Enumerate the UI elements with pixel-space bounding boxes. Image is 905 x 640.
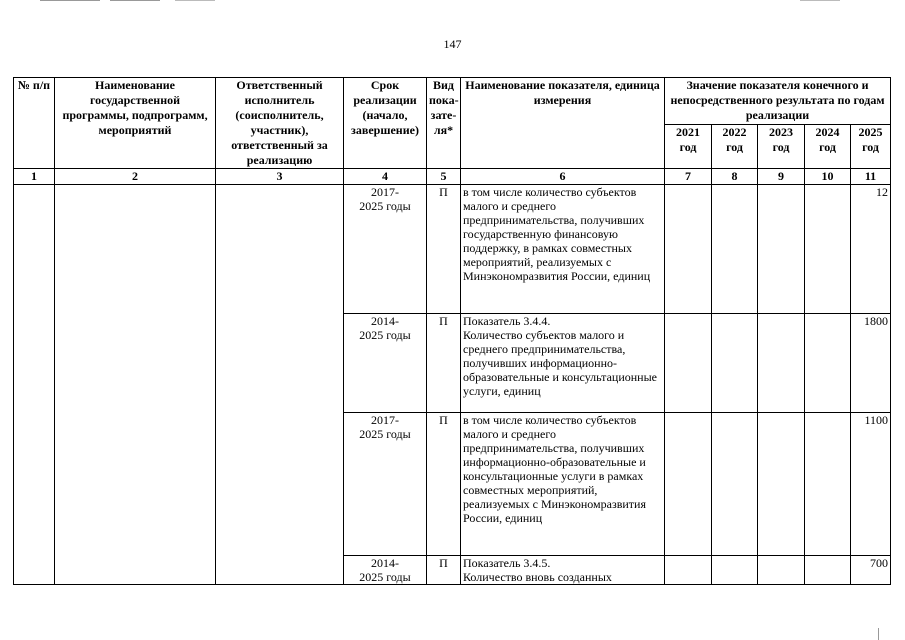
cell-value-2025: 1100 bbox=[851, 413, 891, 556]
cell-value-2025: 1800 bbox=[851, 314, 891, 413]
cell-value-2025: 12 bbox=[851, 185, 891, 314]
column-number: 9 bbox=[758, 169, 805, 185]
scan-edge-mark bbox=[175, 0, 215, 1]
cell-period: 2014- 2025 годы bbox=[344, 556, 427, 585]
header-num: № п/п bbox=[14, 78, 55, 169]
cell-indicator-name: Показатель 3.4.5. Количество вновь созданных bbox=[461, 556, 665, 585]
cell-value-2023 bbox=[758, 314, 805, 413]
cell-value-2021 bbox=[665, 413, 712, 556]
header-responsible: Ответственный исполнитель (соисполнитель, участник), ответственный за реализацию bbox=[216, 78, 344, 169]
column-number: 1 bbox=[14, 169, 55, 185]
scan-edge-mark bbox=[800, 0, 840, 1]
column-number: 2 bbox=[55, 169, 216, 185]
cell-indicator-type: П bbox=[427, 413, 461, 556]
cell-indicator-name: в том числе количество субъектов малого и среднего предпринимательства, получивших информационно-образовательные и консультационные услуги в рамках совместных мероприятий, реализуемых с Минэкономразвития России, единиц bbox=[461, 413, 665, 556]
column-number: 11 bbox=[851, 169, 891, 185]
cell-period: 2014- 2025 годы bbox=[344, 314, 427, 413]
header-year-2023: 2023 год bbox=[758, 124, 805, 169]
page-number: 147 bbox=[443, 37, 462, 51]
cell-value-2024 bbox=[805, 556, 851, 585]
cell-period: 2017- 2025 годы bbox=[344, 413, 427, 556]
cell-value-2021 bbox=[665, 556, 712, 585]
header-year-2025: 2025 год bbox=[851, 124, 891, 169]
cell-indicator-type: П bbox=[427, 314, 461, 413]
cell-indicator-type: П bbox=[427, 185, 461, 314]
cell-value-2022 bbox=[712, 314, 758, 413]
cell-period: 2017- 2025 годы bbox=[344, 185, 427, 314]
cell-value-2022 bbox=[712, 185, 758, 314]
header-program-name: Наименование государственной программы, подпрограмм, мероприятий bbox=[55, 78, 216, 169]
scan-edge-mark bbox=[878, 628, 879, 640]
header-indicator-name: Наименование показателя, единица измерения bbox=[461, 78, 665, 169]
column-number: 5 bbox=[427, 169, 461, 185]
scan-edge-mark bbox=[110, 0, 160, 1]
cell-value-2023 bbox=[758, 413, 805, 556]
cell-value-2021 bbox=[665, 185, 712, 314]
cell-value-2021 bbox=[665, 314, 712, 413]
column-number: 4 bbox=[344, 169, 427, 185]
cell-value-2024 bbox=[805, 185, 851, 314]
cell-indicator-name: Показатель 3.4.4. Количество субъектов малого и среднего предпринимательства, получивших информационно-образовательные и консультационные услуги, единиц bbox=[461, 314, 665, 413]
indicators-table bbox=[13, 77, 891, 585]
header-year-2022: 2022 год bbox=[712, 124, 758, 169]
cell-responsible bbox=[216, 185, 344, 585]
scan-edge-mark bbox=[40, 0, 100, 1]
table-row bbox=[14, 185, 891, 314]
column-number: 8 bbox=[712, 169, 758, 185]
cell-value-2023 bbox=[758, 185, 805, 314]
cell-value-2024 bbox=[805, 314, 851, 413]
header-year-2024: 2024 год bbox=[805, 124, 851, 169]
header-values-group: Значение показателя конечного и непосредственного результата по годам реализации bbox=[665, 78, 891, 125]
cell-num bbox=[14, 185, 55, 585]
header-indicator-type: Вид пока-зате-ля* bbox=[427, 78, 461, 169]
header-row bbox=[14, 78, 891, 125]
column-numbers-row bbox=[14, 169, 891, 185]
cell-program-name bbox=[55, 185, 216, 585]
cell-value-2022 bbox=[712, 413, 758, 556]
column-number: 6 bbox=[461, 169, 665, 185]
cell-indicator-type: П bbox=[427, 556, 461, 585]
column-number: 7 bbox=[665, 169, 712, 185]
cell-value-2025: 700 bbox=[851, 556, 891, 585]
header-period: Срок реализации (начало, завершение) bbox=[344, 78, 427, 169]
column-number: 3 bbox=[216, 169, 344, 185]
column-number: 10 bbox=[805, 169, 851, 185]
header-year-2021: 2021 год bbox=[665, 124, 712, 169]
cell-indicator-name: в том числе количество субъектов малого и среднего предпринимательства, получивших государственную финансовую поддержку, в рамках совместных мероприятий, реализуемых с Минэкономразвития России, единиц bbox=[461, 185, 665, 314]
cell-value-2022 bbox=[712, 556, 758, 585]
cell-value-2023 bbox=[758, 556, 805, 585]
cell-value-2024 bbox=[805, 413, 851, 556]
